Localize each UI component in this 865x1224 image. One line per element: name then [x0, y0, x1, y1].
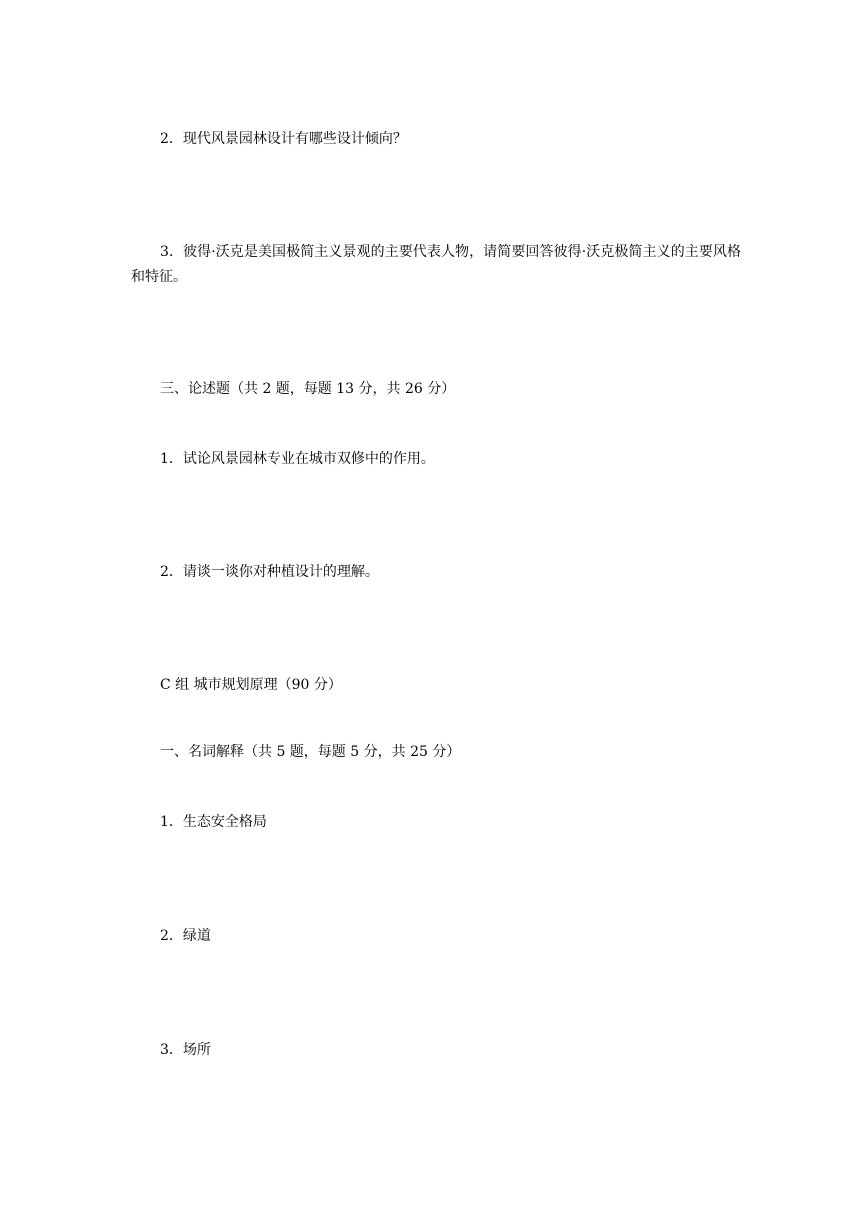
question-peter-walker-minimalism: 3．彼得·沃克是美国极简主义景观的主要代表人物，请简要回答彼得·沃克极简主义的主要风格和特征。 — [131, 244, 741, 285]
question-design-tendencies: 2．现代风景园林设计有哪些设计倾向？ — [160, 131, 407, 147]
term-ecological-security-pattern: 1．生态安全格局 — [160, 814, 267, 830]
section-heading-essay: 三、论述题（共 2 题，每题 13 分，共 26 分） — [160, 381, 456, 397]
group-c-heading: C 组 城市规划原理（90 分） — [160, 677, 342, 693]
essay-question-planting-design: 2．请谈一谈你对种植设计的理解。 — [160, 564, 379, 580]
term-greenway: 2．绿道 — [160, 928, 211, 944]
section-heading-terms: 一、名词解释（共 5 题，每题 5 分，共 25 分） — [160, 744, 461, 760]
essay-question-urban-repair: 1．试论风景园林专业在城市双修中的作用。 — [160, 451, 435, 467]
term-place: 3．场所 — [160, 1042, 211, 1058]
